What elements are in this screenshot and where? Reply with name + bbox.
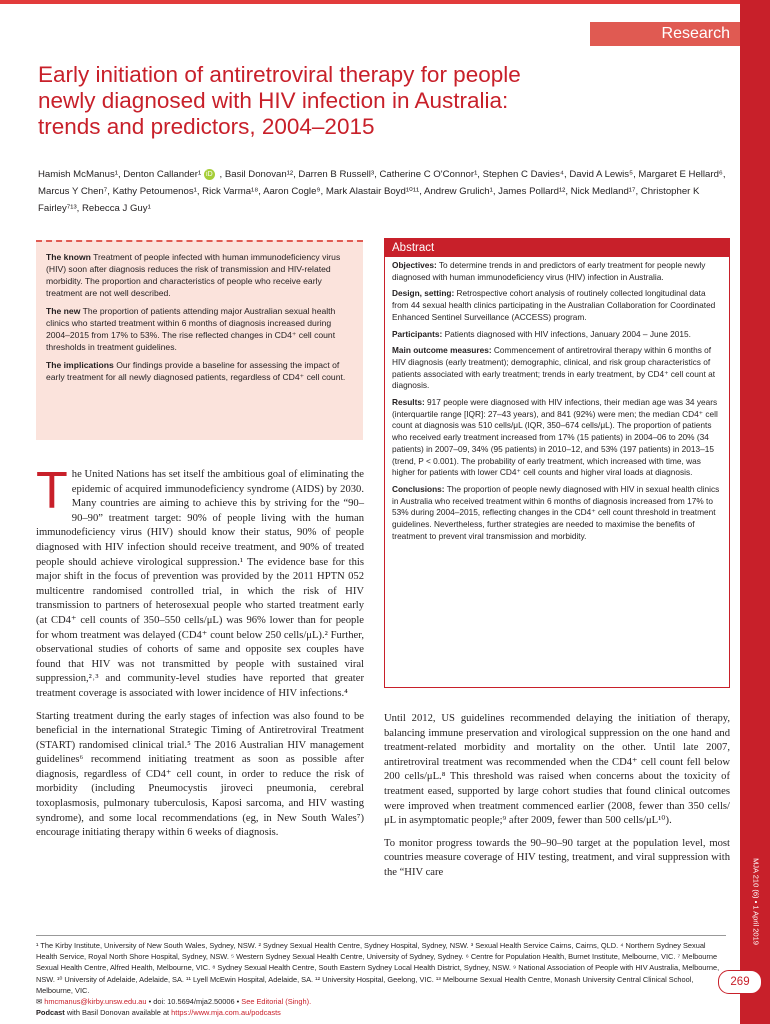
podcast-link[interactable]: https://www.mja.com.au/podcasts xyxy=(171,1008,281,1018)
implications-label: The implications xyxy=(46,360,114,370)
drop-cap: T xyxy=(36,462,68,520)
title-line-3: trends and predictors, 2004–2015 xyxy=(38,114,375,139)
doi-text: • doi: 10.5694/mja2.50006 • xyxy=(146,997,242,1007)
contact-line xyxy=(36,996,726,1007)
section-tag: Research xyxy=(590,22,740,46)
results-text: 917 people were diagnosed with HIV infections, their median age was 34 years (interquartile range [IQR]: 27–43 years), and 841 (92%) were men; the median CD4⁺ cell count at diagnosis was 510 cells/μL (IQR, 350–674 cells/μL). The proportion of patients who received early treatment increased from 17% (15 patients) in 2004–06 to 20% (34 patients) in 2007–09, 34% (95 patients) in 2010–12, and 53% (197 patients) in 2013–15 (trend, P < 0.001). The probability of early treatment, which increased with time, was higher for patients with lower CD4⁺ cell counts and higher viral loads at diagnosis. xyxy=(392,397,718,478)
body-paragraph: To monitor progress towards the 90–90–90 target at the population level, most countries measure coverage of HIV testing, treatment, and viral suppression with the “HIV care xyxy=(384,837,730,878)
orcid-icon[interactable]: iD xyxy=(204,169,215,180)
body-paragraph: Starting treatment during the early stages of infection was also found to be beneficial in the international Strategic Timing of Antiretroviral Treatment (START) randomised clinical trial.⁵ The 2016 Australian HIV management guidelines⁶ recommend initiating treatment as soon as possible after diagnosis, regardless of CD4⁺ cell count, in order to reduce the risk of morbidity (including Pneumocystis jiroveci pneumonia, cerebral toxoplasmosis, pulmonary tuberculosis, Kaposi sarcoma, and HIV wasting syndrome), and some local recommendations (eg, in New South Wales⁷) encourage initiating therapy within 6 weeks of diagnosis. xyxy=(36,710,364,839)
podcast-line xyxy=(36,1007,726,1018)
conclusions-text: The proportion of people newly diagnosed with HIV in sexual health clinics in Australia who received treatment within 6 months of diagnosis increased from 17% to 53% during 2004–2015, reflecting changes in the CD4⁺ cell count threshold in treatment guidelines. Nevertheless, further strategies are needed to maximise the benefits of treatment to prevent viral transmission and morbidity. xyxy=(392,483,720,541)
design-text: Retrospective cohort analysis of routinely collected longitudinal data from 44 sexual health clinics participating in the Australian Collaboration for Coordinated Enhanced Sentinel Surveillance (ACCESS) program. xyxy=(392,288,716,322)
participants-label: Participants: xyxy=(392,328,443,339)
affiliations-footnote xyxy=(36,935,726,1018)
design-label: Design, setting: xyxy=(392,288,455,299)
abstract-design xyxy=(392,288,722,323)
journal-issue-text: MJA 210 (6) ▪ 1 April 2019 xyxy=(751,858,761,945)
implications-paragraph xyxy=(46,359,353,383)
objectives-text: To determine trends in and predictors of early treatment for people newly diagnosed with human immunodeficiency virus (HIV) infection in Australia. xyxy=(392,260,706,282)
email-icon: ✉ xyxy=(36,997,43,1007)
new-paragraph xyxy=(46,305,353,353)
outcome-text: Commencement of antiretroviral therapy within 6 months of HIV diagnosis (early treatment); demographic, clinical, and risk group characteristics of patients associated with early treatment; trends in early treatment, by CD4⁺ cell count at diagnosis. xyxy=(392,345,716,391)
abstract-objectives xyxy=(392,260,722,283)
participants-text: Patients diagnosed with HIV infections, January 2004 – June 2015. xyxy=(442,328,691,339)
key-points-box xyxy=(36,240,363,440)
known-text: Treatment of people infected with human immunodeficiency virus (HIV) soon after diagnosis reduces the risk of transmission and HIV-related morbidity. The proportion and characteristics of people who receive early treatment are not well described. xyxy=(46,252,341,298)
journal-issue-label xyxy=(748,835,764,975)
implications-text: Our findings provide a baseline for assessing the impact of early treatment for all newly diagnosed patients, regardless of CD4⁺ cell count. xyxy=(46,360,346,382)
known-paragraph xyxy=(46,251,353,299)
author-list xyxy=(38,166,728,217)
podcast-label: Podcast xyxy=(36,1008,65,1018)
top-accent-bar xyxy=(0,0,770,4)
abstract-heading: Abstract xyxy=(385,239,729,257)
abstract-conclusions xyxy=(392,484,722,543)
article-title xyxy=(38,62,678,140)
podcast-text: with Basil Donovan available at xyxy=(64,1008,172,1018)
abstract-participants xyxy=(392,329,722,341)
affiliations-text: ¹ The Kirby Institute, University of New South Wales, Sydney, NSW. ² Sydney Sexual Health Centre, Sydney Hospital, Sydney, NSW. ³ Sexual Health Service Cairns, Cairns, QLD. ⁴ Northern Sydney Sexual Health Service, Royal North Shore Hospital, Sydney, NSW. ⁵ Western Sydney Sexual Health Centre, University of Sydney, Sydney. ⁶ Centre for Population Health, Burnet Institute, Melbourne, VIC. ⁷ Melbourne Sexual Health Centre, Alfred Health, Melbourne, VIC. ⁸ Sydney Sexual Health Centre, South Eastern Sydney Local Health District, Sydney, NSW. ⁹ National Association of People with HIV Australia, Melbourne, NSW. ¹⁰ University of Adelaide, Adelaide, SA. ¹¹ Lyell McEwin Hospital, Adelaide, SA. ¹² University Hospital, Geelong, VIC. ¹³ Melbourne Sexual Health Centre, Monash University Central Clinical School, Melbourne, VIC. xyxy=(36,941,720,995)
abstract-results xyxy=(392,397,722,479)
abstract-outcome xyxy=(392,345,722,392)
authors-part-1: Hamish McManus¹, Denton Callander¹ xyxy=(38,169,202,180)
abstract-body xyxy=(385,257,729,542)
body-column-left xyxy=(36,462,364,849)
page-number: 269 xyxy=(718,970,762,994)
new-text: The proportion of patients attending major Australian sexual health clinics who started treatment within 6 months of diagnosis increased during 2004–2015 from 17% to 53%. The rise reflected changes in CD4⁺ cell count thresholds in treatment guidelines. xyxy=(46,306,336,352)
authors-part-2: , Basil Donovan¹², Darren B Russell³, Catherine C O'Connor¹, Stephen C Davies⁴, David A Lewis⁵, Margaret E Hellard⁶, Marcus Y Chen⁷, Kathy Petoumenos¹, Rick Varma¹⁸, Aaron Cogle⁹, Mark Alastair Boyd¹⁰¹¹, Andrew Grulich¹, James Pollard¹², Nick Medland¹⁷, Christopher K Fairley⁷¹³, Rebecca J Guy¹ xyxy=(38,169,726,214)
email-link[interactable]: hmcmanus@kirby.unsw.edu.au xyxy=(44,997,147,1007)
known-label: The known xyxy=(46,252,91,262)
body-paragraph xyxy=(36,462,364,702)
body-text: he United Nations has set itself the ambitious goal of eliminating the epidemic of acquired immunodeficiency syndrome (AIDS) by 2030. Many countries are aiming to achieve this by striving for the “90–90–90” treatment target: 90% of people living with the human immunodeficiency virus (HIV) should know their status, 90% of people diagnosed with HIV infection should receive treatment, and 90% of treated people should achieve virological suppression.¹ The evidence base for this major shift in the focus of prevention was provided by the 2011 HPTN 052 multicentre randomised controlled trial, in which the risk of HIV transmission to partners of heterosexual people who started treatment early (at CD4⁺ cell counts of 350–550 cells/μL) was 96% lower than for people for whom treatment was delayed (CD4⁺ count below 250 cells/μL).² Further, observational studies of cohorts of same and opposite sex couples have found that HIV was not transmitted by people with sustained viral suppression,²˒³ and community-level studies have reported that greater treatment coverage is associated with lower incidence of HIV infections.⁴ xyxy=(36,469,364,699)
abstract-box xyxy=(384,238,730,688)
editorial-link[interactable]: See Editorial (Singh). xyxy=(241,997,312,1007)
results-label: Results: xyxy=(392,397,425,408)
body-paragraph: Until 2012, US guidelines recommended delaying the initiation of therapy, balancing immune preservation and virological suppression on the one hand and treatment-related morbidity and mortality on the other. Until late 2007, antiretroviral treatment was recommended when the CD4⁺ cell count fell below 200 cells/μL.⁸ This threshold was raised when concerns about the toxicity of treatment eased, supported by large cohort studies that found clinical outcomes were improved when treatment commenced earlier (2008, fewer than 350 cells/μL in asymptomatic people;⁹ after 2009, fewer than 500 cells/μL¹⁰). xyxy=(384,713,730,827)
new-label: The new xyxy=(46,306,81,316)
objectives-label: Objectives: xyxy=(392,260,437,270)
title-line-2: newly diagnosed with HIV infection in Australia: xyxy=(38,88,509,113)
outcome-label: Main outcome measures: xyxy=(392,345,492,356)
conclusions-label: Conclusions: xyxy=(392,483,445,494)
body-column-right xyxy=(384,712,730,889)
title-line-1: Early initiation of antiretroviral therapy for people xyxy=(38,62,521,87)
